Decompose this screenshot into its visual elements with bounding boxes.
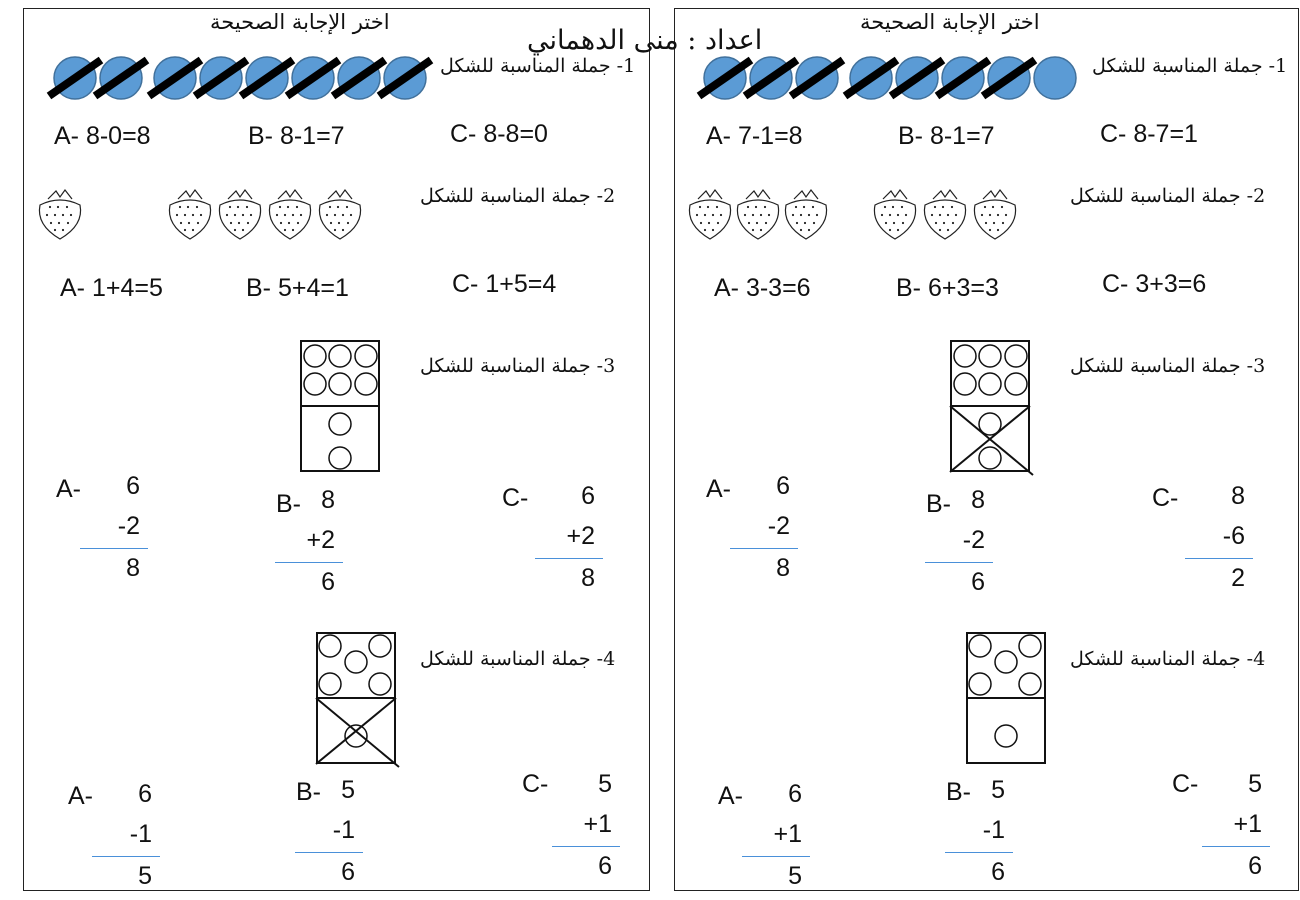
dot-icon: [1005, 345, 1027, 367]
dot-icon: [1019, 673, 1041, 695]
domino-icon: [966, 632, 1048, 767]
question-2-label-right: 2- جملة المناسبة للشكل: [1070, 185, 1266, 207]
q3-option-c-right-top: 8: [1231, 482, 1245, 510]
dot-icon: [979, 373, 1001, 395]
q4-option-b-right-mid: -1: [982, 816, 1005, 844]
q3-option-b-right-top: 8: [971, 486, 985, 514]
q3-option-c-right-answer-line: [1185, 558, 1253, 559]
q4-option-c-right-bottom: 6: [1248, 852, 1262, 880]
q3-option-b-left-answer-line: [275, 562, 343, 563]
strawberry-icon: [974, 190, 1015, 239]
q4-option-a-left-mid: -1: [129, 820, 152, 848]
q1-option-a-right[interactable]: A- 7-1=8: [706, 122, 803, 150]
q4-option-c-left-top: 5: [598, 770, 612, 798]
q3-option-a-right-bottom: 8: [776, 554, 790, 582]
author-credit: اعداد : منى الدهماني: [527, 25, 763, 56]
q3-option-a-right-top: 6: [776, 472, 790, 500]
q4-option-b-left-bottom: 6: [341, 858, 355, 886]
q3-option-a-left-top: 6: [126, 472, 140, 500]
q3-option-b-left-bottom: 6: [321, 568, 335, 596]
q3-option-c-right-mid: -6: [1222, 522, 1245, 550]
strawberry-icon: [785, 190, 826, 239]
strawberry-group-icon: [685, 185, 1025, 245]
q3-option-a-right-answer-line: [730, 548, 798, 549]
q4-option-b-left-mid: -1: [332, 816, 355, 844]
q3-option-b-left-letter: B-: [276, 490, 301, 518]
q3-option-b-right-answer-line: [925, 562, 993, 563]
dot-icon: [329, 345, 351, 367]
q2-option-b-right[interactable]: B- 6+3=3: [896, 274, 999, 302]
dot-icon: [979, 447, 1001, 469]
q4-option-b-right-letter: B-: [946, 778, 971, 806]
dot-icon: [995, 651, 1017, 673]
circle-icon: [1034, 57, 1076, 99]
q4-option-a-right-bottom: 5: [788, 862, 802, 890]
q2-option-a-left[interactable]: A- 1+4=5: [60, 274, 163, 302]
dot-icon: [369, 673, 391, 695]
q4-option-c-right-top: 5: [1248, 770, 1262, 798]
q4-option-a-left-letter: A-: [68, 782, 93, 810]
q3-option-a-left-letter: A-: [56, 475, 81, 503]
domino-crossed-icon: [316, 632, 398, 767]
q4-option-b-right-bottom: 6: [991, 858, 1005, 886]
dot-icon: [345, 725, 367, 747]
dot-icon: [954, 345, 976, 367]
q4-option-a-right-answer-line: [742, 856, 810, 857]
dot-icon: [304, 373, 326, 395]
q3-option-a-left-bottom: 8: [126, 554, 140, 582]
q2-option-b-left[interactable]: B- 5+4=1: [246, 274, 349, 302]
title-left: اختر الإجابة الصحيحة: [210, 10, 390, 34]
q3-option-b-right-bottom: 6: [971, 568, 985, 596]
q4-option-a-left-bottom: 5: [138, 862, 152, 890]
q4-option-c-right-answer-line: [1202, 846, 1270, 847]
q4-option-b-left-letter: B-: [296, 778, 321, 806]
title-right: اختر الإجابة الصحيحة: [860, 10, 1040, 34]
dot-icon: [304, 345, 326, 367]
dot-icon: [369, 635, 391, 657]
dot-icon: [954, 373, 976, 395]
q3-option-a-right-letter: A-: [706, 475, 731, 503]
question-1-label-left: 1- جملة المناسبة للشكل: [440, 55, 636, 77]
q4-option-a-right-letter: A-: [718, 782, 743, 810]
dot-icon: [969, 635, 991, 657]
q3-option-b-left-top: 8: [321, 486, 335, 514]
dot-icon: [355, 373, 377, 395]
dot-icon: [329, 373, 351, 395]
strawberry-icon: [169, 190, 210, 239]
q4-option-b-left-top: 5: [341, 776, 355, 804]
crossed-circles-icon: [700, 50, 1090, 105]
q3-option-c-left-bottom: 8: [581, 564, 595, 592]
q3-option-a-left-mid: -2: [117, 512, 140, 540]
strawberry-icon: [924, 190, 965, 239]
q4-option-c-left-letter: C-: [522, 770, 549, 798]
q3-option-b-right-mid: -2: [962, 526, 985, 554]
dot-icon: [1019, 635, 1041, 657]
q1-option-c-left[interactable]: C- 8-8=0: [450, 120, 548, 148]
dot-icon: [969, 673, 991, 695]
q4-option-c-left-mid: +1: [583, 810, 612, 838]
q4-option-c-left-answer-line: [552, 846, 620, 847]
q2-option-c-left[interactable]: C- 1+5=4: [452, 270, 557, 298]
dot-icon: [1005, 373, 1027, 395]
q4-option-a-right-top: 6: [788, 780, 802, 808]
q3-option-c-left-letter: C-: [502, 484, 529, 512]
q3-option-a-left-answer-line: [80, 548, 148, 549]
q1-option-b-left[interactable]: B- 8-1=7: [248, 122, 345, 150]
q4-option-c-right-mid: +1: [1233, 810, 1262, 838]
dot-icon: [355, 345, 377, 367]
strawberry-icon: [689, 190, 730, 239]
q3-option-a-right-mid: -2: [767, 512, 790, 540]
dot-icon: [319, 673, 341, 695]
q4-option-b-right-top: 5: [991, 776, 1005, 804]
q3-option-c-left-answer-line: [535, 558, 603, 559]
q1-option-a-left[interactable]: A- 8-0=8: [54, 122, 151, 150]
dot-icon: [329, 447, 351, 469]
q4-option-a-left-top: 6: [138, 780, 152, 808]
question-1-label-right: 1- جملة المناسبة للشكل: [1092, 55, 1288, 77]
q2-option-c-right[interactable]: C- 3+3=6: [1102, 270, 1207, 298]
q3-option-c-left-mid: +2: [566, 522, 595, 550]
q3-option-c-right-bottom: 2: [1231, 564, 1245, 592]
dot-icon: [345, 651, 367, 673]
q3-option-b-right-letter: B-: [926, 490, 951, 518]
q4-option-a-right-mid: +1: [773, 820, 802, 848]
question-3-label-right: 3- جملة المناسبة للشكل: [1070, 355, 1266, 377]
q1-option-b-right[interactable]: B- 8-1=7: [898, 122, 995, 150]
q2-option-a-right[interactable]: A- 3-3=6: [714, 274, 811, 302]
q4-option-b-left-answer-line: [295, 852, 363, 853]
domino-crossed-icon: [950, 340, 1032, 475]
crossed-circles-icon: [50, 50, 440, 105]
q3-option-c-right-letter: C-: [1152, 484, 1179, 512]
q4-option-c-right-letter: C-: [1172, 770, 1199, 798]
q4-option-c-left-bottom: 6: [598, 852, 612, 880]
domino-icon: [300, 340, 382, 475]
question-4-label-left: 4- جملة المناسبة للشكل: [420, 648, 616, 670]
strawberry-icon: [319, 190, 360, 239]
q3-option-b-left-mid: +2: [306, 526, 335, 554]
dot-icon: [979, 345, 1001, 367]
question-3-label-left: 3- جملة المناسبة للشكل: [420, 355, 616, 377]
q3-option-c-left-top: 6: [581, 482, 595, 510]
strawberry-icon: [874, 190, 915, 239]
strawberry-icon: [737, 190, 778, 239]
strawberry-group-icon: [35, 185, 375, 245]
strawberry-icon: [219, 190, 260, 239]
q4-option-a-left-answer-line: [92, 856, 160, 857]
strawberry-icon: [269, 190, 310, 239]
dot-icon: [319, 635, 341, 657]
dot-icon: [995, 725, 1017, 747]
q4-option-b-right-answer-line: [945, 852, 1013, 853]
dot-icon: [329, 413, 351, 435]
question-4-label-right: 4- جملة المناسبة للشكل: [1070, 648, 1266, 670]
strawberry-icon: [39, 190, 80, 239]
q1-option-c-right[interactable]: C- 8-7=1: [1100, 120, 1198, 148]
question-2-label-left: 2- جملة المناسبة للشكل: [420, 185, 616, 207]
